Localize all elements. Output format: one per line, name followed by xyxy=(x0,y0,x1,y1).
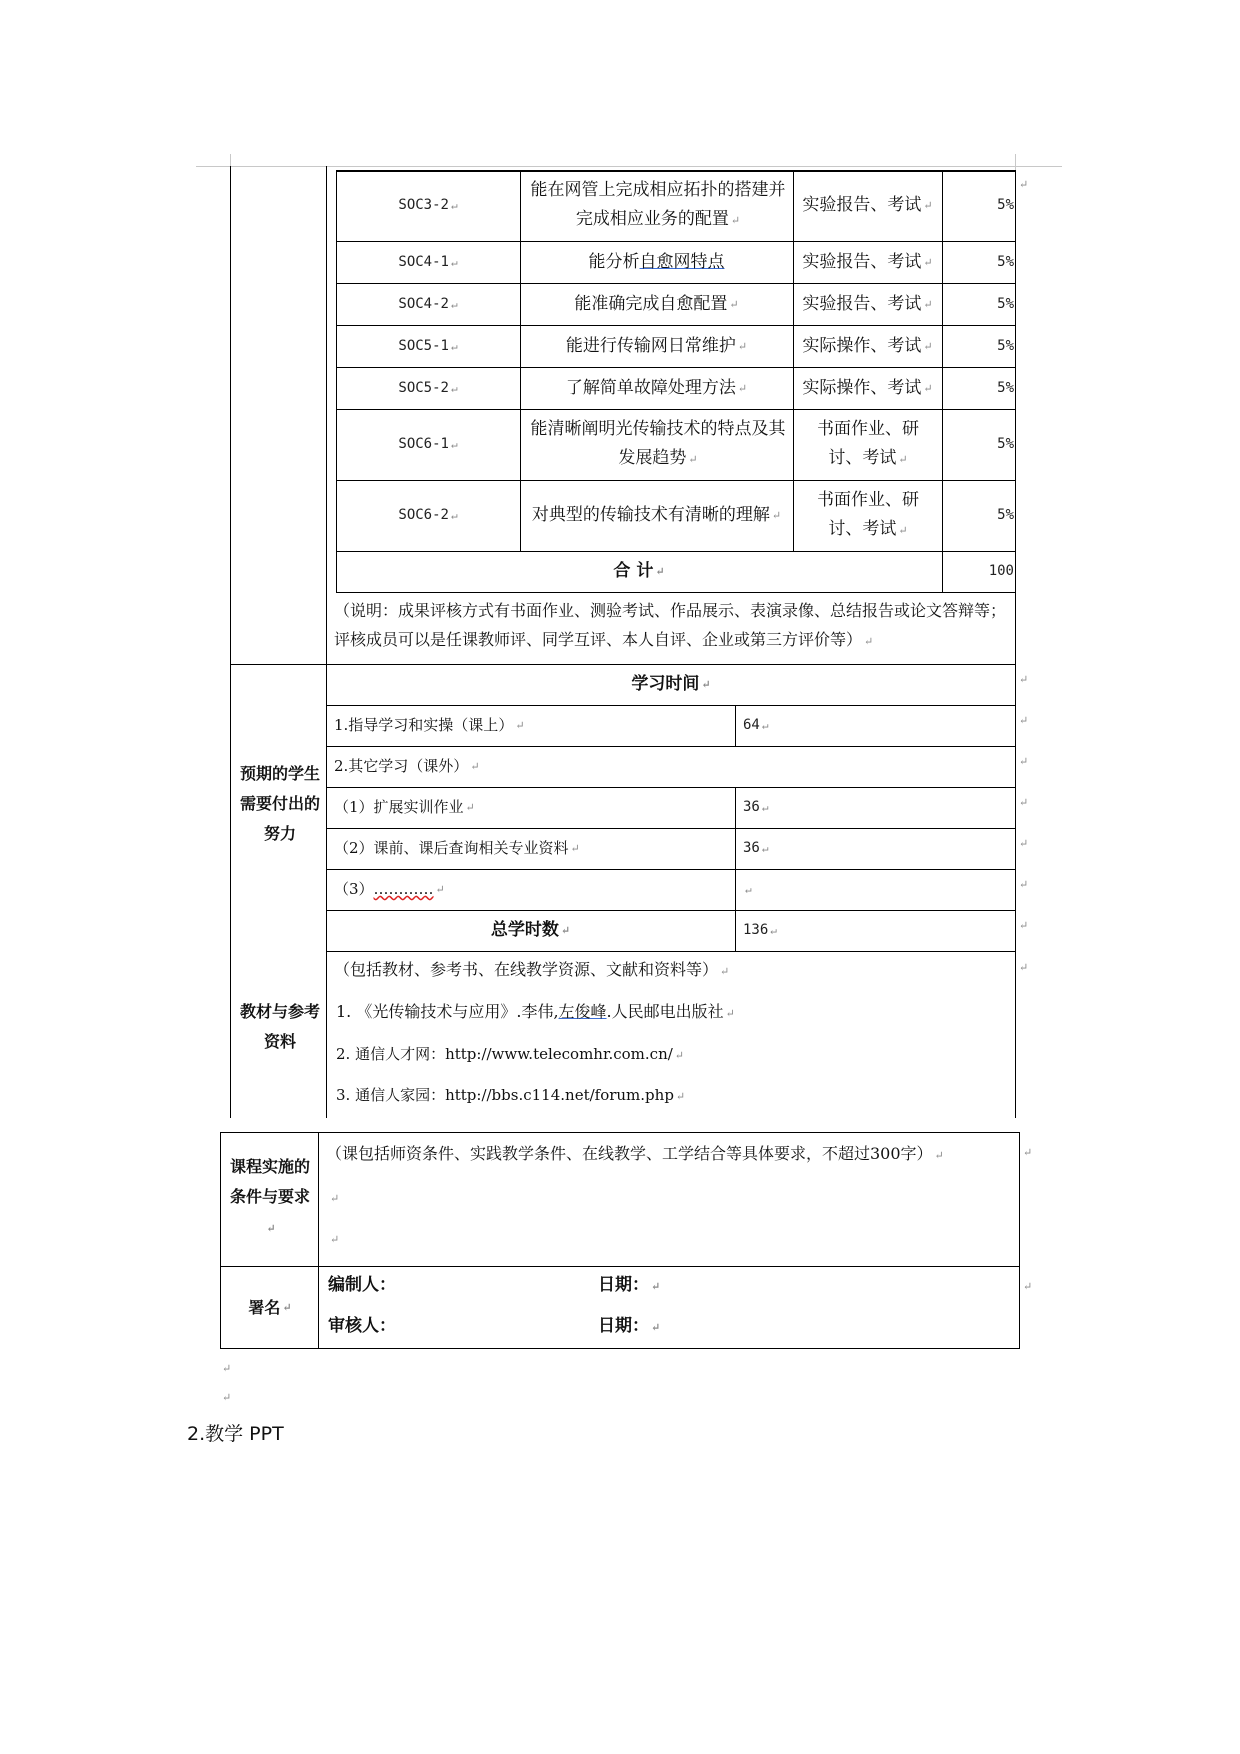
total-hours-value: 136 ↵ xyxy=(743,922,777,938)
total-hours-label: 总学时数 ↵ xyxy=(490,920,571,940)
soc-description: 能清晰阐明光传输技术的特点及其发展趋势 ↵ xyxy=(530,419,786,468)
effort-item: 1.指导学习和实操（课上） ↵ xyxy=(334,716,525,734)
effort-hours: 64 ↵ xyxy=(743,717,769,733)
soc-code: SOC6-1 ↵ xyxy=(398,436,458,452)
soc-description: 了解简单故障处理方法 ↵ xyxy=(565,377,748,398)
assessment-method: 实验报告、考试 ↵ xyxy=(802,251,933,272)
soc-code: SOC5-2 ↵ xyxy=(398,379,458,396)
soc-code: SOC5-1 ↵ xyxy=(398,337,458,354)
reference-item: 2. 通信人才网：http://www.telecomhr.com.cn/ ↵ xyxy=(336,1045,685,1063)
total-label: 合 计 ↵ xyxy=(613,561,665,581)
effort-item: （1）扩展实训作业 ↵ xyxy=(334,798,475,816)
empty-paragraph-mark: ↵ xyxy=(222,1362,232,1375)
effort-hours: 36 ↵ xyxy=(743,799,769,815)
soc-code: SOC3-2 ↵ xyxy=(398,197,458,213)
weight-value: 5% xyxy=(997,337,1014,354)
conditions-label: 课程实施的条件与要求↵ xyxy=(229,1157,310,1235)
row-end-mark: ↵ xyxy=(1019,178,1029,191)
soc-description: 对典型的传输技术有清晰的理解 ↵ xyxy=(531,505,782,525)
section-heading: 2.教学 PPT xyxy=(187,1423,284,1445)
effort-header: 学习时间 ↵ xyxy=(631,674,711,694)
effort-item: （2）课前、课后查询相关专业资料 ↵ xyxy=(334,839,580,857)
assessment-note: （说明：成果评核方式有书面作业、测验考试、作品展示、表演录像、总结报告或论文答辩等；评核成员可以是任课教师评、同学互评、本人自评、企业或第三方评价等） ↵ xyxy=(334,601,1007,649)
empty-paragraph-mark: ↵ xyxy=(222,1391,232,1404)
effort-hours: 36 ↵ xyxy=(743,840,769,856)
total-value: 100 xyxy=(988,563,1014,579)
conditions-text: （课包括师资条件、实践教学条件、在线教学、工学结合等具体要求，不超过300字） ↵ xyxy=(326,1144,944,1163)
weight-value: 5% xyxy=(997,436,1014,452)
reviewer-label: 审核人： xyxy=(328,1316,396,1336)
weight-value: 5% xyxy=(997,295,1014,312)
soc-description: 能在网管上完成相应拓扑的搭建并完成相应业务的配置 ↵ xyxy=(530,180,786,229)
soc-code: SOC6-2 ↵ xyxy=(398,507,458,523)
soc-code: SOC4-2 ↵ xyxy=(398,295,458,312)
assessment-method: 书面作业、研讨、考试 ↵ xyxy=(817,419,919,468)
weight-value: 5% xyxy=(997,379,1014,396)
soc-description: 能准确完成自愈配置 ↵ xyxy=(574,293,739,314)
assessment-method: 实际操作、考试 ↵ xyxy=(802,377,933,398)
weight-value: 5% xyxy=(997,197,1014,213)
materials-label: 教材与参考资料 xyxy=(239,1002,320,1051)
reference-item: 3. 通信人家园：http://bbs.c114.net/forum.php ↵ xyxy=(336,1086,686,1104)
compile-date-label: 日期： ↵ xyxy=(598,1275,661,1295)
assessment-method: 实验报告、考试 ↵ xyxy=(802,293,933,314)
effort-label: 预期的学生需要付出的努力 xyxy=(239,763,320,843)
compiler-label: 编制人： xyxy=(328,1275,396,1295)
signature-label: 署名 ↵ xyxy=(248,1298,292,1317)
reference-item: 1. 《光传输技术与应用》.李伟,左俊峰.人民邮电出版社 ↵ xyxy=(336,1002,735,1021)
materials-intro: （包括教材、参考书、在线教学资源、文献和资料等） ↵ xyxy=(334,960,730,979)
effort-item: 2.其它学习（课外） ↵ xyxy=(334,757,480,775)
soc-code: SOC4-1 ↵ xyxy=(398,253,458,270)
assessment-method: 实际操作、考试 ↵ xyxy=(802,335,933,356)
soc-description: 能进行传输网日常维护 ↵ xyxy=(565,335,748,356)
effort-hours: ↵ xyxy=(745,883,752,896)
assessment-method: 书面作业、研讨、考试 ↵ xyxy=(817,490,919,539)
assessment-method: 实验报告、考试 ↵ xyxy=(802,195,933,215)
weight-value: 5% xyxy=(997,253,1014,270)
effort-item: （3） ………… ↵ xyxy=(334,880,445,898)
review-date-label: 日期： ↵ xyxy=(598,1316,661,1336)
weight-value: 5% xyxy=(997,507,1014,523)
soc-description: 能分析 自愈网特点 xyxy=(588,251,725,272)
